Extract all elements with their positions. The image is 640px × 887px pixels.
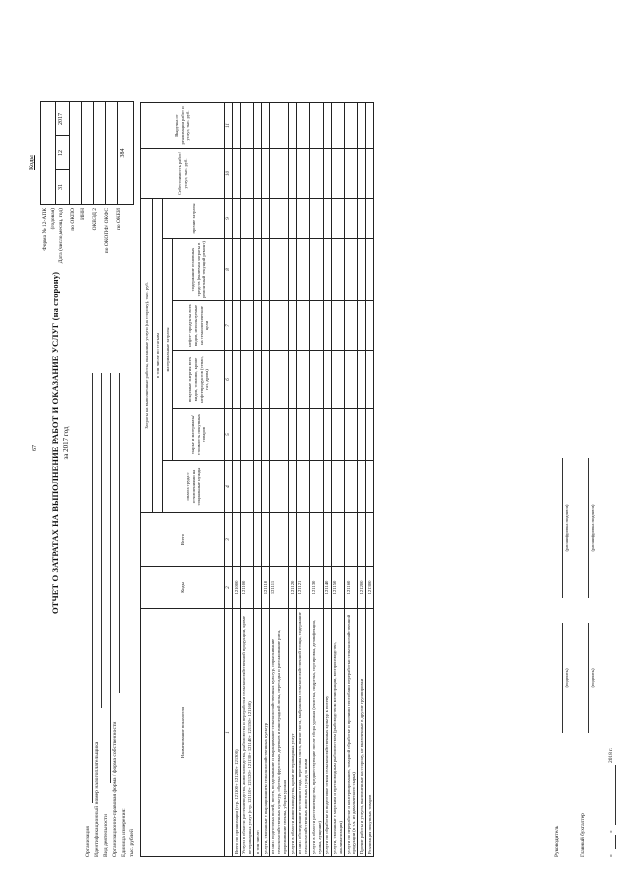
row-code: 121100 [240,567,253,609]
value-cell[interactable] [289,102,297,148]
col-maint: содержание основных средств (включая затраты в ремонтный текущий ремонт) [173,239,225,301]
value-cell[interactable] [323,239,331,301]
value-cell[interactable] [233,409,241,461]
row-code: 121200 [358,567,366,609]
value-cell[interactable] [254,409,262,461]
col-labor: оплата труда с отчислениями на социальные нужды [163,461,225,513]
value-cell[interactable] [254,148,262,198]
value-cell[interactable] [366,148,374,198]
value-cell[interactable] [323,513,331,567]
value-cell[interactable] [296,351,309,409]
col-revenue: Выручка от реализации работ и услуг, тыс. руб. [141,102,225,148]
value-cell[interactable] [296,198,309,238]
value-cell[interactable] [262,102,270,148]
value-cell[interactable] [296,239,309,301]
value-cell[interactable] [331,148,344,198]
value-cell[interactable] [310,102,323,148]
value-cell[interactable] [331,301,344,351]
date-open-quote: « [608,854,614,857]
code-year: 2017 [58,113,64,125]
value-cell[interactable] [289,148,297,198]
table-row [323,102,331,856]
value-cell[interactable] [331,198,344,238]
unit-value: тыс. рублей [129,829,135,857]
value-cell[interactable] [366,513,374,567]
value-cell[interactable] [262,239,270,301]
head-label: Руководитель [554,825,560,857]
column-number: 11 [225,102,233,148]
value-cell[interactable] [233,239,241,301]
row-name: Реализация покупных товаров [366,609,374,857]
col-name: Наименование показателя [141,609,225,857]
value-cell[interactable] [240,409,253,461]
value-cell[interactable] [240,513,253,567]
form-label: Форма № 12-АПК [42,208,48,251]
value-cell[interactable] [345,239,358,301]
accountant-decode-caption: (расшифровка подписи) [590,504,595,552]
row-name: Услуги в области растениеводства, животноводства, рыболовства и переработки сельскохозяйственной продукции, кроме ветеринарных услуг (стр. 121110+ 121120+ 121130+ 121140+ 121150+ 121160) [240,609,253,857]
row-code [254,567,262,609]
value-cell[interactable] [269,148,288,198]
value-cell[interactable] [296,409,309,461]
value-cell[interactable] [254,102,262,148]
value-cell[interactable] [366,461,374,513]
col-services: покупные энергия всех видов, топливо, кроме нефтепродуктов (тепло, газ, дрова) [173,351,225,409]
row-code: 121110 [262,567,270,609]
value-cell[interactable] [310,198,323,238]
value-cell[interactable] [345,148,358,198]
value-cell[interactable] [358,351,366,409]
row-code: 121111 [269,567,288,609]
row-code: 121140 [323,567,331,609]
column-number: 7 [225,301,233,351]
column-number: 3 [225,513,233,567]
value-cell[interactable] [289,409,297,461]
codes-box [40,101,134,205]
value-cell[interactable] [240,351,253,409]
value-cell[interactable] [310,239,323,301]
value-cell[interactable] [269,513,288,567]
value-cell[interactable] [331,351,344,409]
value-cell[interactable] [323,351,331,409]
activity-label: Вид деятельности [103,814,109,857]
report-title: ОТЧЕТ О ЗАТРАТАХ НА ВЫПОЛНЕНИЕ РАБОТ И ОКАЗАНИЕ УСЛУГ (на сторону) [50,271,60,615]
value-cell[interactable] [310,148,323,198]
value-cell[interactable] [262,351,270,409]
accountant-label: Главный бухгалтер [580,813,586,857]
row-name: услуги, связанные с выращиванием сельскохозяйственных культур [262,609,270,857]
value-cell[interactable] [289,198,297,238]
row-code: 121000 [233,567,241,609]
value-cell[interactable] [269,239,288,301]
org-label: Организация [85,826,91,857]
row-name: услуги, связанные с морским и пресноводным рыболовством (рыбоводством мелиорации, воспроизводство, акклиматизация) [331,609,344,857]
value-cell[interactable] [262,409,270,461]
row-code: 121300 [366,567,374,609]
value-cell[interactable] [310,409,323,461]
value-cell[interactable] [310,513,323,567]
value-cell[interactable] [254,198,262,238]
accountant-sign-caption: (подпись) [590,668,595,688]
value-cell[interactable] [366,102,374,148]
page-number: 67 [32,445,38,451]
value-cell[interactable] [296,148,309,198]
row-name: услуги в области растениеводства, предшествующие после сбора урожая (очистка, подрезка, сортировка, дезинфекция, сушка, лущение) [310,609,323,857]
value-cell[interactable] [289,351,297,409]
value-cell[interactable] [345,461,358,513]
value-cell[interactable] [366,198,374,238]
value-cell[interactable] [254,239,262,301]
value-cell[interactable] [358,513,366,567]
value-cell[interactable] [331,102,344,148]
value-cell[interactable] [366,351,374,409]
column-number: 1 [225,609,233,857]
row-code: 121160 [345,567,358,609]
col-oil: нефте- продукты всех видов, используемые на технологические цели [173,301,225,351]
value-cell[interactable] [323,148,331,198]
value-cell[interactable] [358,409,366,461]
value-cell[interactable] [331,513,344,567]
column-number: 10 [225,148,233,198]
date-label: Дата (число,месяц, год) [58,208,64,264]
table-row [345,102,358,856]
value-cell[interactable] [296,102,309,148]
value-cell[interactable] [366,301,374,351]
value-cell[interactable] [289,301,297,351]
table-row [262,102,270,856]
value-cell[interactable] [269,351,288,409]
value-cell[interactable] [296,513,309,567]
value-cell[interactable] [233,198,241,238]
code-day: 31 [58,184,64,190]
value-cell[interactable] [358,102,366,148]
row-code: 121121 [296,567,309,609]
value-cell[interactable] [240,102,253,148]
value-cell[interactable] [262,461,270,513]
col-cost: Себестоимость работ/услуг, тыс. руб. [141,148,225,198]
form-note: (годовая) [50,208,56,230]
table-row [296,102,309,856]
legal-form-label: Организационно-правовая форма / форма собственности [112,721,118,857]
table-row [289,102,297,856]
column-number: 6 [225,351,233,409]
value-cell[interactable] [240,148,253,198]
inn-org-label: Идентификационный номер налогоплательщика [94,741,100,857]
date-close-quote: » [608,830,614,833]
value-cell[interactable] [358,148,366,198]
value-cell[interactable] [262,148,270,198]
table-row [240,102,253,856]
column-number: 9 [225,198,233,238]
col-costs-group: Затраты на выполненные работы, оказанные услуги (на сторону), тыс. руб. [141,198,153,512]
col-raw: сырье и материалы/ стоимость покупных товаров [173,409,225,461]
column-number: 4 [225,461,233,513]
value-cell[interactable] [310,301,323,351]
col-other: прочие затраты [163,198,225,238]
table-row [310,102,323,856]
table-row [366,102,374,856]
value-cell[interactable] [240,239,253,301]
value-cell[interactable] [323,461,331,513]
col-incl: в том числе по статьям [153,198,163,512]
row-code: 121120 [289,567,297,609]
table-row [233,102,241,856]
value-cell[interactable] [254,351,262,409]
value-cell[interactable] [233,513,241,567]
value-cell[interactable] [345,513,358,567]
value-cell[interactable] [310,461,323,513]
value-cell[interactable] [262,198,270,238]
row-name: услуги по переработке и консервированию, товарной обработке и прочими способами переработки сельскохозяйственной продукции (в т.ч. из давальческого сырья) [345,609,358,857]
table-row [269,102,288,856]
okpo-label: по ОКПО [70,208,76,231]
value-cell[interactable] [323,102,331,148]
value-cell[interactable] [269,198,288,238]
value-cell[interactable] [240,198,253,238]
column-number: 2 [225,567,233,609]
value-cell[interactable] [233,102,241,148]
column-number: 8 [225,239,233,301]
value-cell[interactable] [262,513,270,567]
costs-table [140,102,374,857]
value-cell[interactable] [310,351,323,409]
head-decode-caption: (расшифровка подписи) [564,504,569,552]
row-name: услуги по обработке и подготовке семян сельскохозяйственных культур к посеву [323,609,331,857]
value-cell[interactable] [233,301,241,351]
value-cell[interactable] [358,198,366,238]
col-code: Коды [141,567,225,609]
value-cell[interactable] [269,301,288,351]
row-name: Всего по организации (стр. 121100+ 121200+ 121300) [233,609,241,857]
row-name: Прочие работы и услуги, выполненные на сторону, не включенные в другие группировки [358,609,366,857]
unit-label: Единица измерения: [121,808,127,857]
column-numbers-row [225,102,233,856]
row-code: 121150 [331,567,344,609]
value-cell[interactable] [269,461,288,513]
value-cell[interactable] [289,513,297,567]
value-cell[interactable] [289,461,297,513]
code-okei: 384 [120,148,126,158]
row-name: из них: обследование состояния стада, перегонка скота, выпас скота, выбраковка сельскохозяйственной птицы, содержание сельскохозяйственных животных и уход за ними [296,609,309,857]
value-cell[interactable] [366,409,374,461]
value-cell[interactable] [366,239,374,301]
table-row [331,102,344,856]
value-cell[interactable] [358,461,366,513]
report-sheet [10,3,630,883]
value-cell[interactable] [345,351,358,409]
row-name: из них: подготовка полей, посев, возделывание и выращивание сельскохозяйственных культур, опрыскивание сельскохозяйственных культур, обрезка фруктовых деревьев и виноградной лозы, пересадка и рассаживание риса, прореживание свеклы, уборка урожая [269,609,288,857]
value-cell[interactable] [254,461,262,513]
value-cell[interactable] [240,301,253,351]
report-period: за 2017 год [62,426,70,460]
value-cell[interactable] [269,409,288,461]
value-cell[interactable] [296,461,309,513]
col-total: Всего [141,513,225,567]
column-number: 5 [225,409,233,461]
value-cell[interactable] [262,301,270,351]
value-cell[interactable] [345,409,358,461]
value-cell[interactable] [358,301,366,351]
col-material-group: материальные затраты [163,239,173,461]
value-cell[interactable] [323,198,331,238]
sign-year: 2018 г. [608,747,614,763]
value-cell[interactable] [345,301,358,351]
value-cell[interactable] [358,239,366,301]
head-sign-caption: (подпись) [564,668,569,688]
value-cell[interactable] [323,409,331,461]
table-row [254,102,262,856]
value-cell[interactable] [345,198,358,238]
okved-label: ОКВЭД 2 [92,208,98,231]
value-cell[interactable] [254,301,262,351]
inn-label: ИНН [80,208,86,220]
value-cell[interactable] [289,239,297,301]
value-cell[interactable] [240,461,253,513]
value-cell[interactable] [345,102,358,148]
row-name: услуги в области животноводства, кроме ветеринарных услуг [289,609,297,857]
value-cell[interactable] [233,461,241,513]
okopf-label: по ОКОПФ/ ОКФС [104,208,110,254]
value-cell[interactable] [331,461,344,513]
value-cell[interactable] [233,351,241,409]
value-cell[interactable] [233,148,241,198]
code-month: 12 [58,150,64,156]
value-cell[interactable] [331,409,344,461]
value-cell[interactable] [323,301,331,351]
okei-label: по ОКЕИ [116,208,122,231]
codes-header: Коды [28,155,35,170]
value-cell[interactable] [296,301,309,351]
row-name: в том числе: [254,609,262,857]
value-cell[interactable] [269,102,288,148]
row-code: 121130 [310,567,323,609]
value-cell[interactable] [331,239,344,301]
table-row [358,102,366,856]
value-cell[interactable] [254,513,262,567]
